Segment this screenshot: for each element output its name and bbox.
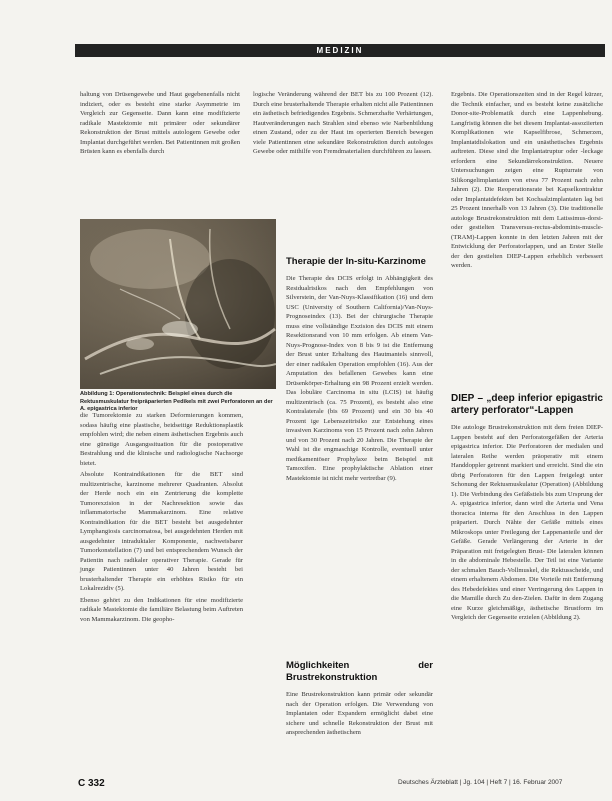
diep-section — [451, 393, 603, 625]
brustrekonstruktion-section — [286, 660, 433, 740]
section-header-bar — [75, 44, 605, 57]
surgical-photo-illustration — [80, 219, 276, 389]
column-2-top — [253, 90, 433, 159]
paragraph: Die autologe Brustrekonstruktion mit dem freien DIEP-Lappen besteht auf den Perforatorgefäßen der Arteria epigastrica inferior. Die Perforatoren der medialen und lateralen Reihe werden präoperativ mit einem Handdoppler getrennt markiert und erreicht. Sind die ein übrig Perforatoren für den Lappen freigelegt unter Schonung der Rektusmuskulatur (Operation) (Abbildung 1). Die Verbindung des Gefäßstiels bis zum Ursprung der A. epigastrica inferior, dann wird die Arteria und Vena thoracica interna für den Anschluss in den Lappen präpariert. Durch Nähte der Gefäße mittels eines Mikroskops unter Freilegung der Lappenanteile und der Gefäße. Gerade Verlängerung der Arterie in der Präparation mit freigelegten Brust- Die lateralen können in die abdominale Hebestelle. Der Teil ist eine Variante der schmalen Bauch-Vollmuskel, die Rektusscheide, und einem erhaltenem Abdomen. Die Vorteile mit Entfernung des Hebedefektes und einer Verringerung des Lappen in die Mamille durch Zu den-Zielen. Dafür in dem Zugang eine Kurze gleichmäßige, ästhetische Brustform im Vergleich der Gegenseite erzielen (Abbildung 2). — [451, 424, 603, 621]
therapie-heading: Therapie der In-situ-Karzinome — [286, 256, 426, 267]
journal-citation: Deutsches Ärzteblatt | Jg. 104 | Heft 7 | 16. Februar 2007 — [398, 779, 563, 786]
paragraph: logische Veränderung während der BET bis zu 100 Prozent (12). Durch eine brusterhaltende Therapie erhalten nicht alle Patientinnen ein ästhetisch befriedigendes Ergebnis. Schmerzhafte Verhärtungen, Hautveränderungen nach Strahlen sind ebenso wie Narbenbildung einen Zustand, oder zu der Haut im operierten Bereich bewegen viele Patientinnen eine sekundäre Rekonstruktion durch autologes Gewebe oder mithilfe von Fremdmaterialien durchführen zu lassen. — [253, 91, 433, 155]
paragraph: Die Therapie des DCIS erfolgt in Abhängigkeit des Residualrisikos nach den Empfehlungen von Silverstein, der Van-Nuys-Klassifikation (16) und dem USC (University of Southern California)/Van-Nuys-Prognoseindex (13). Bei der chirurgische Therapie muss eine vollständige Exzision des DCIS mit einem Resektionsrand von 10 mm erfolgen. Ab einem Van-Nuys-Prognose-Index von 8 bis 9 ist die Entfernung der Brust unter Erhaltung des Hautmantels sinnvoll, der einer radikalen Operation empfohlen (16). Aus der Amputation des befallenen Gewebes kann eine Drüsenkörper-Erhaltung ein 98 Prozent erzielt werden. Das lobuläre Carcinoma in situ (LCIS) ist häufig multizentrisch (ca. 75 Prozent), es besteht also eine Kontralaterale (bis 69 Prozent) und ein 30 bis 40 Prozent ige Lebenszeitrisiko zur Entstehung eines invasiven Karzinoms von 15 Prozent nach zehn Jahren und von 30 Prozent nach 20 Jahren. Die Therapie der Wahl ist die engmaschige Kontrolle, eventuell unter medikamentöser Prophylaxe beim Beispiel mit Tamoxifen. Eine prophylaktische Ablation einer Mastektomie ist nicht mehr vertretbar (9). — [286, 275, 433, 482]
paragraph: haltung von Drüsengewebe und Haut gegebenenfalls nicht indiziert, oder es besteht eine starke Asymmetrie im Vergleich zur Gegenseite. Dann kann eine modifizierte radikale Mastektomie mit primärer oder sekundärer Rekonstruktion der Brust mittels autologem Gewebe oder Implantat durchgeführt werden. Bei Patientinnen mit großen Brüsten kann es ebenfalls durch — [80, 91, 240, 155]
column-3-top — [451, 90, 603, 273]
brustrekonstruktion-heading: Möglichkeiten der Brustrekonstruktion — [286, 660, 433, 683]
page-number: C 332 — [78, 778, 105, 789]
paragraph: Ergebnis. Die Operationszeiten sind in der Regel kürzer, die Technik einfacher, und es besteht keine zusätzliche Donor-site-Problematik durch eine Lappenhebung. Langfristig können die bei diesem Implantat-assoziierten Komplikationen wie Kapselfibrose, Schmerzen, Implantatdislokation und ein unästhetisches Ergebnis auftreten. Diese sind die Implantatruptur oder -leckage erfordern eine Sekundärrekonstruktion. Neuere Untersuchungen zeigen eine Rupturrate von Silikongelimplantaten von etwa 77 Prozent nach zehn Jahren (2). Die Reoperationsrate bei Kapselkontraktur oder Implantatdefekten bei Kochsalzimplantaten lag bei 25 Prozent innerhalb von 13 Jahren (3). Die traditionelle autologe Brustrekonstruktion mit dem Latissimus-dorsi- oder gestielten Transversus-rectus-abdominis-muscle-(TRAM)-Lappen konnte in den letzten Jahren mit der Entwicklung der Perforatorlappen, und an Erster Stelle der den gestielten DIEP-Lappen erheblich verbessert werden. — [451, 91, 603, 269]
column-1-top — [80, 90, 240, 159]
therapie-section — [286, 256, 433, 485]
paragraph: Ebenso gehört zu den Indikationen für eine modifizierte radikale Mastektomie die familiäre Belastung beim Auftreten von Mammakarzinom. Die geopho- — [80, 596, 243, 623]
paragraph: Absolute Kontraindikationen für die BET sind multizentrische, karzinome mehrerer Quadranten. Absolut der Herde noch ein ein Zentrierung die komplette Tumorexzision in der Nachresektion sowie das inflammatorische Mammakarzinom. Eine relative Kontraindikation für die BET besteht bei ausgedehnter Lymphangiosis carcinomatosa, bei ausgedehnten Herden mit ausgedehnter intraduktaler Komponente, nachweisbarer Tumorkonstellation (7) und bei entsprechendem Wunsch der Patientin nach radikaler operativer Therapie. Gerade für junge Patientinnen unter 40 Jahren besteht bei brusterhaltender Therapie ein erhöhtes Risiko für ein Lokalrezidiv (5). — [80, 471, 243, 592]
column-1-bottom — [80, 411, 243, 626]
diep-heading: DIEP – „deep inferior epigastric artery perforator“-Lappen — [451, 393, 603, 416]
paragraph: Eine Brustrekonstruktion kann primär oder sekundär nach der Operation erfolgen. Die Verwendung von Implantaten oder Expandern ermöglicht dabei eine sichere und schnelle Rekonstruktion der Brust mit ansprechenden ästhetischem — [286, 691, 433, 736]
paragraph: die Tumorektomie zu starken Deformierungen kommen, sodass häufig eine plastische, beidseitige Reduktionsplastik empfohlen wird; die neben einem ästhetischen Ergebnis auch eine günstige Ausgangssituation für die postoperative Bestrahlung und die klinische und radiologische Nachsorge bietet. — [80, 412, 243, 467]
surgical-photo — [80, 219, 276, 389]
figure-caption: Abbildung 1: Operationstechnik: Beispiel eines durch die Rektusmuskulatur freipräparierten Pedikels mit zwei Perforatoren an der A. epigastrica inferior — [80, 391, 273, 412]
section-label: MEDIZIN — [316, 46, 364, 55]
